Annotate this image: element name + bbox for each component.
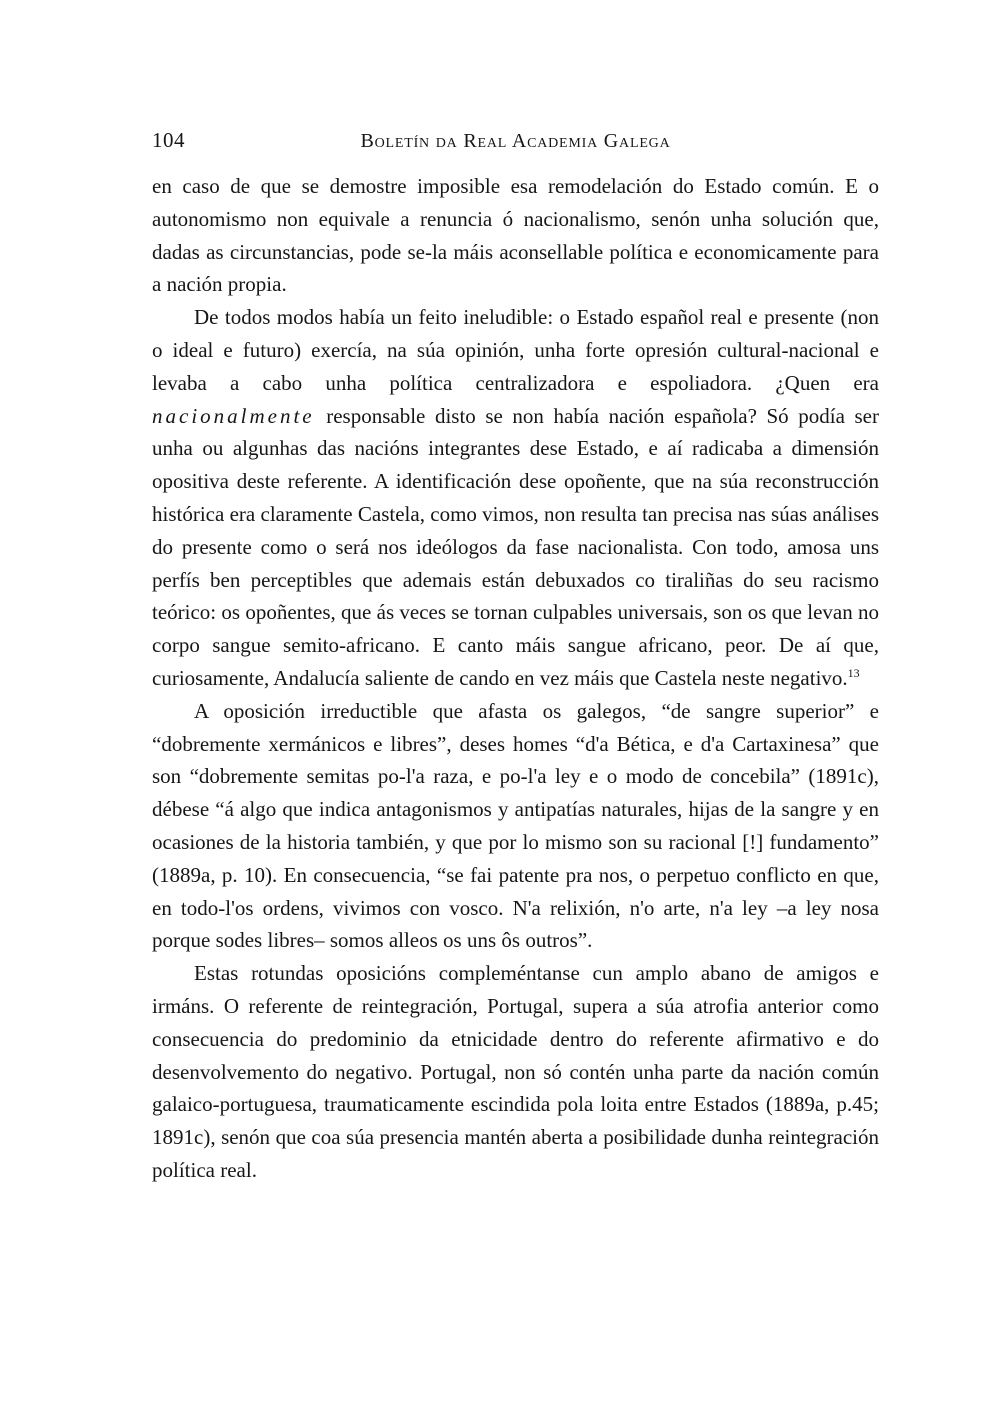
paragraph-2-emphasized-term: nacionalmente xyxy=(152,403,315,428)
page-header xyxy=(152,128,879,158)
paragraph-2-text-b: responsable disto se non había nación española? Só podía ser unha ou algunhas das nacións integrantes dese Estado, e aí radicaba a dimensión opositiva deste referente. A identificación dese opoñente, que na súa reconstrucción histórica era claramente Castela, como vimos, non resulta tan precisa nas súas análises do presente como o será nos ideólogos da fase nacionalista. Con todo, amosa uns perfís ben perceptibles que ademais están debuxados co tiraliñas do seu racismo teórico: os opoñentes, que ás veces se tornan culpables universais, son os que levan no corpo sangue semito-africano. E canto máis sangue africano, peor. De aí que, curiosamente, Andalucía saliente de cando en vez máis que Castela neste negativo. xyxy=(152,403,879,690)
footnote-marker: 13 xyxy=(847,665,860,680)
paragraph-1-text: en caso de que se demostre imposible esa remodelación do Estado común. E o autonomismo non equivale a renuncia ó nacionalismo, senón unha solución que, dadas as circunstancias, pode se-la máis aconsellable política e economicamente para a nación propia. xyxy=(152,174,879,297)
paragraph-3-text: A oposición irreductible que afasta os galegos, “de sangre superior” e “dobremente xermánicos e libres”, deses homes “d'a Bética, e d'a Cartaxinesa” que son “dobremente semitas po-l'a raza, e po-l'a ley e o modo de concebila” (1891c), débese “á algo que indica antagonismos y antipatías naturales, hijas de la sangre y en ocasiones de la historia también, y que por lo mismo son su racional [!] fundamento” (1889a, p. 10). En consecuencia, “se fai patente pra nos, o perpetuo conflicto en que, en todo-l'os ordens, vivimos con vosco. N'a relixión, n'o arte, n'a ley –a ley nosa porque sodes libres– somos alleos os uns ôs outros”. xyxy=(152,698,879,953)
paragraph-1 xyxy=(152,170,879,301)
journal-title: Boletín da Real Academia Galega xyxy=(360,130,671,152)
paragraph-2 xyxy=(152,301,879,695)
paragraph-4 xyxy=(152,957,879,1187)
paragraph-4-text: Estas rotundas oposicións compleméntanse cun amplo abano de amigos e irmáns. O referente de reintegración, Portugal, supera a súa atrofia anterior como consecuencia do predominio da etnicidade dentro do referente afirmativo e do desenvolvemento do negativo. Portugal, non só contén unha parte da nación común galaico-portuguesa, traumaticamente escindida pola loita entre Estados (1889a, p.45; 1891c), senón que coa súa presencia mantén aberta a posibilidade dunha reintegración política real. xyxy=(152,961,879,1182)
page-number: 104 xyxy=(152,128,185,152)
paragraph-3 xyxy=(152,695,879,957)
paragraph-2-text-a: De todos modos había un feito ineludible: o Estado español real e presente (non o ideal e futuro) exercía, na súa opinión, unha forte opresión cultural-nacional e levaba a cabo unha política centralizadora e espoliadora. ¿Quen era xyxy=(152,305,879,395)
text-column xyxy=(152,170,879,1187)
